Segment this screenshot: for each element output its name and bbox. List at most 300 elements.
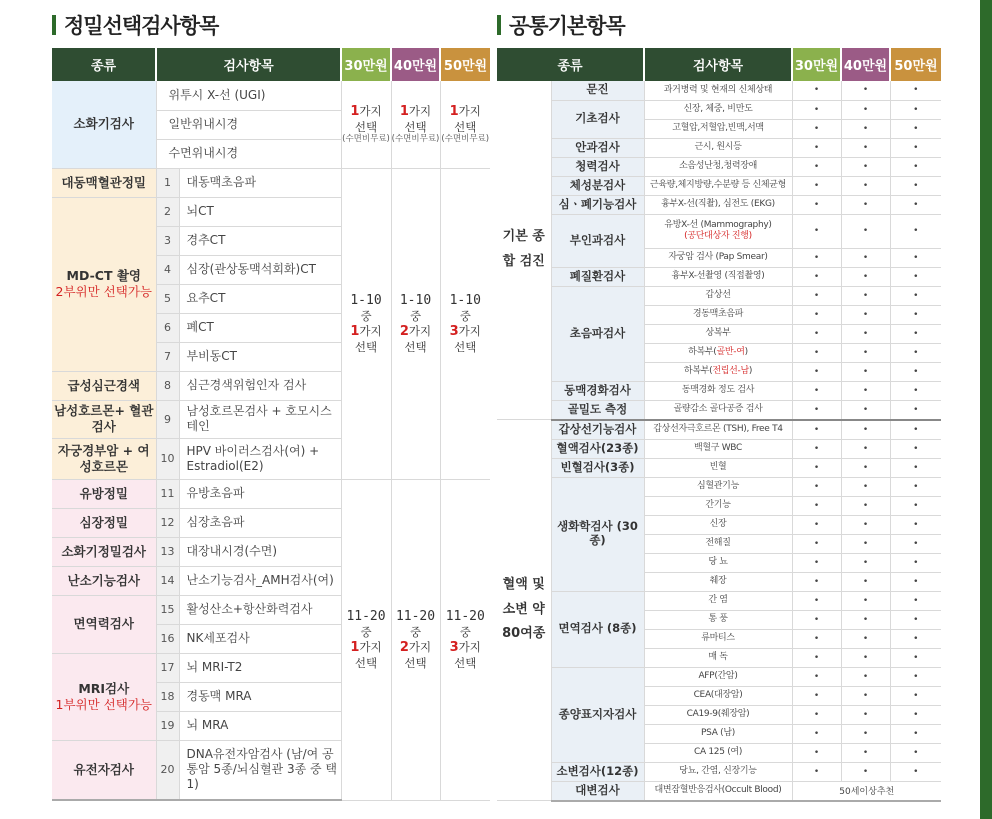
right-title-text: 공통기본항목 xyxy=(509,14,625,38)
check-dot: • xyxy=(890,667,941,686)
test-item: 심장초음파 xyxy=(179,508,341,537)
table-row xyxy=(497,267,941,286)
category-label: MRI검사 xyxy=(78,680,130,696)
category-cell xyxy=(52,438,156,479)
option-count: 1 xyxy=(350,323,360,339)
option-unit: 가지 xyxy=(408,639,432,654)
subcategory-label: 폐질환검사 xyxy=(551,267,644,286)
item-number: 18 xyxy=(156,682,179,711)
test-item: 유방초음파 xyxy=(179,479,341,508)
item-number: 16 xyxy=(156,624,179,653)
check-dot: • xyxy=(841,724,890,743)
option-cell xyxy=(440,168,490,479)
check-dot: • xyxy=(792,686,841,705)
option-count: 1 xyxy=(350,103,360,119)
header-40: 40만원 xyxy=(391,48,440,81)
check-dot: • xyxy=(890,362,941,381)
test-item xyxy=(644,648,792,667)
header-type: 종류 xyxy=(52,48,156,81)
test-item-text: PSA (남) xyxy=(701,728,735,739)
test-item xyxy=(644,572,792,591)
option-count-line xyxy=(342,324,391,340)
check-dot: • xyxy=(841,515,890,534)
test-item: DNA유전자암검사 (남/여 공통암 5종/뇌심혈관 3종 중 택1) xyxy=(179,740,341,800)
table-row xyxy=(52,168,490,197)
table-row xyxy=(497,100,941,119)
test-item-text: 고혈압,저혈압,빈맥,서맥 xyxy=(672,123,764,134)
option-count-line xyxy=(342,640,391,656)
table-row xyxy=(497,286,941,305)
check-dot: • xyxy=(792,534,841,553)
test-item: 부비동CT xyxy=(179,342,341,371)
header-item: 검사항목 xyxy=(644,48,792,81)
test-item-text: 경동맥초음파 xyxy=(692,309,744,320)
test-item xyxy=(644,724,792,743)
option-unit: 가지 xyxy=(359,323,382,338)
table-row xyxy=(497,214,941,248)
option-count-line xyxy=(392,640,440,656)
category-cell xyxy=(52,537,156,566)
test-item-text: 근시, 원시등 xyxy=(694,142,742,153)
check-dot: • xyxy=(792,648,841,667)
check-dot: • xyxy=(890,705,941,724)
test-item xyxy=(644,157,792,176)
option-jung: 중 xyxy=(409,309,422,324)
test-item-text: 갑상선자극호르몬 (TSH), Free T4 xyxy=(653,424,783,435)
category-label: 면역력검사 xyxy=(73,616,134,632)
option-cell xyxy=(440,81,490,168)
test-item-text: 상복부 xyxy=(705,328,731,339)
check-dot: • xyxy=(792,214,841,248)
option-range: 1-10 xyxy=(449,292,481,308)
test-item xyxy=(644,286,792,305)
test-item xyxy=(644,381,792,400)
recommendation-note: 50세이상추천 xyxy=(792,781,941,801)
check-dot: • xyxy=(890,743,941,762)
right-section-title xyxy=(497,10,625,40)
check-dot: • xyxy=(890,610,941,629)
test-item: NK세포검사 xyxy=(179,624,341,653)
item-number: 20 xyxy=(156,740,179,800)
option-count-line xyxy=(392,324,440,340)
table-row xyxy=(497,477,941,496)
option-count-line xyxy=(441,324,491,340)
check-dot: • xyxy=(890,477,941,496)
test-item-text: 하복부(전립선-남) xyxy=(683,366,753,377)
check-dot: • xyxy=(792,305,841,324)
category-cell xyxy=(52,740,156,800)
right-edge-bar xyxy=(980,0,992,819)
subcategory-label: 소변검사(12종) xyxy=(551,762,644,781)
title-marker xyxy=(497,15,501,35)
check-dot: • xyxy=(841,705,890,724)
table-row xyxy=(497,781,941,801)
subcategory-label: 초음파검사 xyxy=(551,286,644,381)
header-50: 50만원 xyxy=(440,48,490,81)
item-number: 6 xyxy=(156,313,179,342)
test-item: 난소기능검사_AMH검사(여) xyxy=(179,566,341,595)
category-label: 난소기능검사 xyxy=(67,572,140,588)
check-dot: • xyxy=(792,400,841,420)
check-dot: • xyxy=(890,138,941,157)
test-item-text: 당 뇨 xyxy=(708,557,728,568)
test-item xyxy=(644,458,792,477)
check-dot: • xyxy=(792,248,841,267)
test-item: 경추CT xyxy=(179,226,341,255)
check-dot: • xyxy=(841,286,890,305)
category-note: 1부위만 선택가능 xyxy=(55,696,152,712)
subcategory-label: 안과검사 xyxy=(551,138,644,157)
subcategory-label: 종양표지자검사 xyxy=(551,667,644,762)
category-label: 유전자검사 xyxy=(73,761,134,777)
test-item-text: 골량감소 골다공증 검사 xyxy=(673,404,763,415)
test-item xyxy=(644,176,792,195)
table-row xyxy=(497,591,941,610)
test-item xyxy=(644,439,792,458)
test-item-text: 유방X-선 (Mammography) xyxy=(664,220,772,231)
check-dot: • xyxy=(841,100,890,119)
option-label: 선택 xyxy=(454,655,477,670)
option-label: 선택 xyxy=(404,119,427,134)
check-dot: • xyxy=(792,610,841,629)
test-item xyxy=(644,305,792,324)
test-item-text: 심혈관기능 xyxy=(697,481,739,492)
header-30: 30만원 xyxy=(792,48,841,81)
option-range: 1-10 xyxy=(350,292,382,308)
test-item-text: 빈혈 xyxy=(709,462,727,473)
category-label: MD-CT 촬영 xyxy=(66,268,141,284)
test-item: 요추CT xyxy=(179,284,341,313)
test-item-note: (공단대상자 진행) xyxy=(684,231,752,241)
option-label: 선택 xyxy=(454,119,477,134)
check-dot: • xyxy=(841,420,890,440)
header-item: 검사항목 xyxy=(156,48,341,81)
item-number: 2 xyxy=(156,197,179,226)
test-item: 뇌 MRA xyxy=(179,711,341,740)
item-number: 14 xyxy=(156,566,179,595)
option-label: 선택 xyxy=(354,339,378,354)
test-item: 경동맥 MRA xyxy=(179,682,341,711)
test-item-text: 흉부X-선촬영 (직접촬영) xyxy=(671,271,765,282)
test-item-text: CEA(대장암) xyxy=(693,690,743,701)
check-dot: • xyxy=(890,496,941,515)
option-count: 3 xyxy=(449,323,459,339)
check-dot: • xyxy=(792,458,841,477)
check-dot: • xyxy=(890,119,941,138)
option-unit: 가지 xyxy=(359,103,382,118)
option-count-line xyxy=(392,104,440,120)
check-dot: • xyxy=(792,515,841,534)
check-dot: • xyxy=(890,629,941,648)
test-item-text: 신장, 체중, 비만도 xyxy=(683,104,753,115)
left-section-title xyxy=(52,10,218,40)
check-dot: • xyxy=(841,477,890,496)
table-row xyxy=(497,439,941,458)
option-range: 11-20 xyxy=(395,608,436,624)
option-range: 1-10 xyxy=(399,292,432,308)
option-unit: 가지 xyxy=(408,323,432,338)
test-item-text: 백혈구 WBC xyxy=(693,443,743,454)
test-item xyxy=(644,477,792,496)
test-item-text: 통 풍 xyxy=(708,614,728,625)
item-number: 11 xyxy=(156,479,179,508)
check-dot: • xyxy=(792,381,841,400)
test-item xyxy=(644,214,792,248)
test-item xyxy=(644,534,792,553)
header-40: 40만원 xyxy=(841,48,890,81)
check-dot: • xyxy=(841,496,890,515)
check-dot: • xyxy=(841,572,890,591)
option-count-line xyxy=(441,640,491,656)
table-row xyxy=(497,667,941,686)
test-item xyxy=(644,400,792,420)
option-unit: 가지 xyxy=(458,103,481,118)
category-cell xyxy=(52,595,156,653)
test-item: 수면위내시경 xyxy=(156,139,341,168)
option-cell xyxy=(440,479,490,800)
test-item: 위투시 X-선 (UGI) xyxy=(156,81,341,110)
check-dot: • xyxy=(890,305,941,324)
test-item xyxy=(644,420,792,440)
category-label: 심장정밀 xyxy=(79,514,128,530)
category-cell xyxy=(52,508,156,537)
check-dot: • xyxy=(841,195,890,214)
option-count-line xyxy=(441,104,491,120)
subcategory-label: 심ㆍ폐기능검사 xyxy=(551,195,644,214)
item-number: 7 xyxy=(156,342,179,371)
check-dot: • xyxy=(792,286,841,305)
check-dot: • xyxy=(890,534,941,553)
check-dot: • xyxy=(890,195,941,214)
item-number: 13 xyxy=(156,537,179,566)
check-dot: • xyxy=(890,286,941,305)
test-item xyxy=(644,553,792,572)
option-count: 2 xyxy=(399,323,409,339)
test-item-text: 과거병력 및 현재의 신체상태 xyxy=(663,84,773,95)
group-label: 기본 종합 검진 xyxy=(497,81,551,420)
test-item xyxy=(644,762,792,781)
subcategory-label: 체성분검사 xyxy=(551,176,644,195)
option-jung: 중 xyxy=(459,309,471,324)
check-dot: • xyxy=(890,553,941,572)
item-number: 1 xyxy=(156,168,179,197)
option-note: (수면비무료) xyxy=(441,134,490,145)
subcategory-label: 기초검사 xyxy=(551,100,644,138)
category-label: 자궁경부암 + 여성호르몬 xyxy=(57,442,150,474)
option-count: 3 xyxy=(449,639,459,655)
item-number: 3 xyxy=(156,226,179,255)
option-unit: 가지 xyxy=(359,639,382,654)
precision-test-table xyxy=(52,48,490,801)
test-item: 남성호르몬검사 + 호모시스테인 xyxy=(179,400,341,438)
option-unit: 가지 xyxy=(408,103,432,118)
test-item: 대동맥초음파 xyxy=(179,168,341,197)
check-dot: • xyxy=(792,81,841,100)
item-number: 15 xyxy=(156,595,179,624)
option-range: 11-20 xyxy=(445,608,485,624)
check-dot: • xyxy=(792,362,841,381)
check-dot: • xyxy=(841,343,890,362)
check-dot: • xyxy=(890,176,941,195)
test-item-text: 갑상선 xyxy=(705,290,731,301)
subcategory-label: 빈혈검사(3종) xyxy=(551,458,644,477)
check-dot: • xyxy=(792,743,841,762)
table-row xyxy=(497,381,941,400)
item-number: 4 xyxy=(156,255,179,284)
check-dot: • xyxy=(890,515,941,534)
option-count-line xyxy=(342,104,391,120)
title-marker xyxy=(52,15,56,35)
check-dot: • xyxy=(792,176,841,195)
subcategory-label: 청력검사 xyxy=(551,157,644,176)
check-dot: • xyxy=(841,81,890,100)
test-item xyxy=(644,496,792,515)
check-dot: • xyxy=(792,195,841,214)
category-cell: 소화기검사 xyxy=(52,81,156,168)
test-item xyxy=(644,324,792,343)
check-dot: • xyxy=(841,458,890,477)
check-dot: • xyxy=(890,100,941,119)
item-number: 17 xyxy=(156,653,179,682)
subcategory-label: 문진 xyxy=(551,81,644,100)
test-item-text: 매 독 xyxy=(708,652,728,663)
check-dot: • xyxy=(890,458,941,477)
subcategory-label: 면역검사 (8종) xyxy=(551,591,644,667)
check-dot: • xyxy=(890,381,941,400)
table-row xyxy=(497,176,941,195)
test-item: 뇌CT xyxy=(179,197,341,226)
item-number: 5 xyxy=(156,284,179,313)
check-dot: • xyxy=(841,686,890,705)
test-item-text: CA 125 (여) xyxy=(693,747,743,758)
check-dot: • xyxy=(841,553,890,572)
check-dot: • xyxy=(841,648,890,667)
check-dot: • xyxy=(890,81,941,100)
check-dot: • xyxy=(841,138,890,157)
test-item: 활성산소+항산화력검사 xyxy=(179,595,341,624)
table-row xyxy=(497,195,941,214)
item-number: 9 xyxy=(156,400,179,438)
category-cell xyxy=(52,168,156,197)
check-dot: • xyxy=(792,157,841,176)
test-item-text: 간 염 xyxy=(708,595,728,606)
table-row xyxy=(497,400,941,420)
item-number: 8 xyxy=(156,371,179,400)
check-dot: • xyxy=(890,572,941,591)
check-dot: • xyxy=(890,762,941,781)
table-row xyxy=(497,138,941,157)
option-jung: 중 xyxy=(360,625,372,640)
test-item xyxy=(644,515,792,534)
check-dot: • xyxy=(890,400,941,420)
test-item xyxy=(644,343,792,362)
check-dot: • xyxy=(890,420,941,440)
test-item-text: 하복부(골반-여) xyxy=(688,347,748,358)
check-dot: • xyxy=(792,138,841,157)
test-item xyxy=(644,591,792,610)
item-number: 19 xyxy=(156,711,179,740)
check-dot: • xyxy=(841,157,890,176)
test-item xyxy=(644,248,792,267)
option-note: (수면비무료) xyxy=(342,134,390,145)
item-number: 12 xyxy=(156,508,179,537)
check-dot: • xyxy=(792,119,841,138)
check-dot: • xyxy=(890,214,941,248)
check-dot: • xyxy=(841,305,890,324)
check-dot: • xyxy=(890,248,941,267)
check-dot: • xyxy=(841,400,890,420)
test-item-text: CA19-9(췌장암) xyxy=(686,709,750,720)
subcategory-label: 혈액검사(23종) xyxy=(551,439,644,458)
check-dot: • xyxy=(792,629,841,648)
item-number: 10 xyxy=(156,438,179,479)
test-item: HPV 바이러스검사(여) + Estradiol(E2) xyxy=(179,438,341,479)
check-dot: • xyxy=(792,267,841,286)
option-jung: 중 xyxy=(459,625,471,640)
check-dot: • xyxy=(841,591,890,610)
check-dot: • xyxy=(792,724,841,743)
check-dot: • xyxy=(792,705,841,724)
category-label: 급성심근경색 xyxy=(67,377,140,393)
category-label: 소화기정밀검사 xyxy=(61,543,147,559)
option-label: 선택 xyxy=(404,655,427,670)
test-item xyxy=(644,81,792,100)
check-dot: • xyxy=(792,439,841,458)
check-dot: • xyxy=(792,667,841,686)
option-count: 2 xyxy=(399,639,409,655)
option-cell xyxy=(341,168,391,479)
header-30: 30만원 xyxy=(341,48,391,81)
test-item xyxy=(644,610,792,629)
test-item xyxy=(644,267,792,286)
test-item-text: 간기능 xyxy=(705,500,731,511)
test-item-text: 당뇨, 간염, 신장기능 xyxy=(679,766,757,777)
check-dot: • xyxy=(792,591,841,610)
test-item xyxy=(644,362,792,381)
test-item xyxy=(644,195,792,214)
option-unit: 가지 xyxy=(458,639,481,654)
test-item-text: 류마티스 xyxy=(701,633,735,644)
category-label: 남성호르몬+ 혈관검사 xyxy=(54,403,154,434)
check-dot: • xyxy=(890,439,941,458)
test-item-text: 대변잠혈반응검사(Occult Blood) xyxy=(654,785,782,796)
subcategory-label: 갑상선기능검사 xyxy=(551,420,644,440)
check-dot: • xyxy=(841,762,890,781)
check-dot: • xyxy=(792,496,841,515)
option-range: 11-20 xyxy=(346,608,386,624)
test-item-text: 전해질 xyxy=(705,538,731,549)
option-count: 1 xyxy=(399,103,409,119)
category-cell xyxy=(52,653,156,740)
subcategory-label: 부인과검사 xyxy=(551,214,644,267)
test-item-text: 동맥경화 정도 검사 xyxy=(681,385,755,396)
basic-test-table xyxy=(497,48,941,802)
group-label: 혈액 및 소변 약80여종 xyxy=(497,420,551,801)
test-item-text: 자궁암 검사 (Pap Smear) xyxy=(668,252,768,263)
category-cell xyxy=(52,566,156,595)
check-dot: • xyxy=(890,157,941,176)
check-dot: • xyxy=(890,648,941,667)
check-dot: • xyxy=(841,176,890,195)
test-item-text: 흉부X-선(직촬), 심전도 (EKG) xyxy=(661,199,775,210)
check-dot: • xyxy=(841,324,890,343)
option-count: 1 xyxy=(350,639,360,655)
option-label: 선택 xyxy=(404,339,427,354)
check-dot: • xyxy=(841,362,890,381)
test-item: 뇌 MRI-T2 xyxy=(179,653,341,682)
option-note: (수면비무료) xyxy=(391,134,440,145)
test-item xyxy=(644,686,792,705)
